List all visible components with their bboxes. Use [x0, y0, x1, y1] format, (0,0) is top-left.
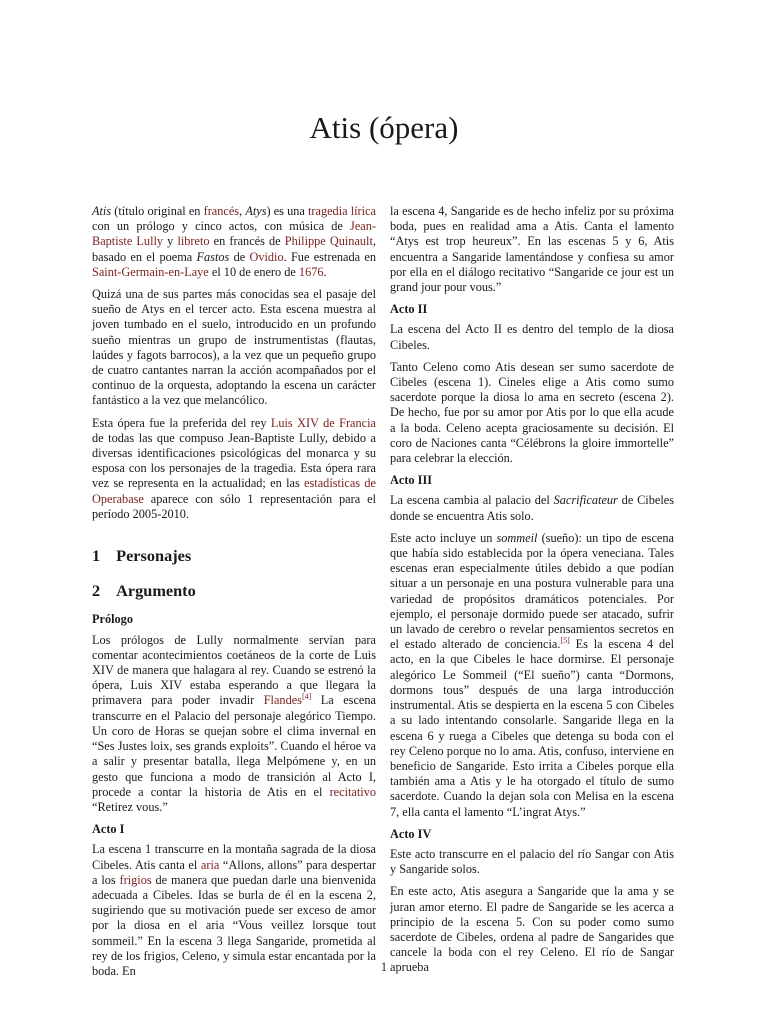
paragraph-acto-iv-1: Este acto transcurre en el palacio del río Sangar con Atis y Sangaride solos. [390, 846, 674, 877]
link-aria[interactable]: aria [200, 857, 220, 872]
section-heading-argumento [92, 581, 376, 601]
paragraph-acto-iii-1: La escena cambia al palacio del Sacrificateur de Cibeles donde se encuentra Atis solo. [390, 493, 674, 523]
left-column [92, 204, 376, 986]
paragraph-acto-ii-1: La escena del Acto II es dentro del templo de la diosa Cibeles. [390, 322, 674, 352]
link-1676[interactable]: 1676 [298, 264, 324, 279]
link-tragedia-lirica[interactable]: tragedia lírica [307, 204, 376, 218]
section-number: 2 [92, 581, 101, 601]
page-title: Atis (ópera) [309, 110, 459, 145]
link-recitativo[interactable]: recitativo [329, 784, 376, 799]
link-frigios[interactable]: frigios [119, 872, 152, 887]
paragraph-acto-i: La escena 1 transcurre en la montaña sagrada de la diosa Cibeles. Atis canta el aria “Allons, allons” para despertar a los frigios de manera que puedan darle una bienvenida adecuada a Cibeles. Idas se burla de él en la escena 2, sugiriendo que su motivación puede ser exceso de amor por la diosa en el aria “Vous veillez lorsque tout sommeil.” En la escena 3 llega Sangaride, prometida al rey de los frigios, Celeno, y simula estar encantada por la boda. En [92, 842, 376, 978]
subheading-prologo: Prólogo [92, 612, 133, 627]
reference-4[interactable]: [4] [301, 692, 312, 702]
link-ovidio[interactable]: Ovidio [249, 249, 284, 264]
link-flandes[interactable]: Flandes [263, 693, 302, 708]
link-saint-germain[interactable]: Saint-Germain-en-Laye [92, 264, 209, 279]
link-luis-xiv[interactable]: Luis XIV de Francia [270, 415, 376, 430]
section-heading-personajes [92, 546, 376, 566]
paragraph-acto-i-continued: la escena 4, Sangaride es de hecho infeliz por su próxima boda, pues en realidad ama a Atis. Canta el lamento “Atys est trop heureux”. En las escenas 5 y 6, Atis encuentra a Sangaride lamentándose y confiesa su amor por ella en el diálogo recitativo “Sangaride ce jour est un grand jour pour vous.” [390, 204, 674, 295]
right-column [390, 204, 674, 983]
paragraph-acto-iv-2: En este acto, Atis asegura a Sangaride que la ama y se juran amor eterno. El padre de Sangaride se les acerca a principio de la escena 5. Con su poder como sumo sacerdote de Cibeles, ordena al padre de Sangarides que cancele la boda con el rey Celeno. El río de Sangar aprueba [390, 884, 674, 975]
page-number: 1 [380, 960, 388, 974]
subheading-acto-ii: Acto II [390, 302, 428, 317]
link-lully[interactable]: Jean-Baptiste Lully [92, 219, 376, 249]
section-label: Argumento [116, 581, 196, 601]
link-estadisticas-operabase[interactable]: estadísticas de Operabase [92, 476, 376, 506]
title-italic: Atis [92, 204, 112, 218]
paragraph-prologo: Los prólogos de Lully normalmente servían para comentar acontecimientos coetáneos de la corte de Luis XIV de manera que halagara al rey. Cuando se estrenó la ópera, Luis XIV estaba esperando a que llegara la primavera para poder invadir Flandes[4] La escena transcurre en el Palacio del personaje alegórico Tiempo. Un coro de Horas se quejan sobre el clima invernal en “Ses Justes loix, ses grands exploits”. Cuando el héroe va a salir y presentar batalla, llega Melpómene y, en un gesto que funciona a modo de transición al Acto I, procede a contar la historia de Atis en el recitativo “Retirez vous.” [92, 632, 376, 814]
paragraph-acto-ii-2: Tanto Celeno como Atis desean ser sumo sacerdote de Cibeles (escena 1). Cineles elige a Atis como sumo sacerdote porque la diosa lo ama en secreto (escena 2). De hecho, fue por su amor por Atis por lo que ella acude a la boda. Celeno acepta graciosamente su decisión. El coro de Naciones canta “Célébrons la gloire immortelle” para celebrar la elección. [390, 359, 674, 466]
section-label: Personajes [116, 546, 192, 566]
paragraph-sueno: Quizá una de sus partes más conocidas sea el pasaje del sueño de Atys en el tercer acto. Esta escena muestra al joven tumbado en el suelo, introducido en un profundo sueño mientras un grupo de instrumentistas (flautas, laúdes y fagots barrocos), a la vez que un pequeño grupo de cuatro cantantes narran la acción acompañados por el continuo de la orquesta, adoptando la escena un carácter fantástico a la vez que melancólico. [92, 287, 376, 408]
subheading-acto-iii: Acto III [390, 473, 433, 488]
paragraph-luis-xiv: Esta ópera fue la preferida del rey Luis XIV de Francia de todas las que compuso Jean-Baptiste Lully, debido a diversas identificaciones psicológicas del monarca y su esposa con los personajes de la tragedia. Esta ópera rara vez se representa en la actualidad; en las estadísticas de Operabase aparece con sólo 1 representación para el período 2005-2010. [92, 415, 376, 521]
intro-paragraph: Atis (título original en francés, Atys) es una tragedia lírica con un prólogo y cinco actos, con música de Jean-Baptiste Lully y libreto en francés de Philippe Quinault, basado en el poema Fastos de Ovidio. Fue estrenada en Saint-Germain-en-Laye el 10 de enero de 1676. [92, 204, 376, 279]
subheading-acto-i: Acto I [92, 822, 125, 837]
link-libreto[interactable]: libreto [177, 234, 210, 249]
link-frances[interactable]: francés [203, 204, 240, 218]
section-number: 1 [92, 546, 101, 566]
reference-5[interactable]: [5] [560, 636, 570, 646]
paragraph-acto-iii-2: Este acto incluye un sommeil (sueño): un tipo de escena que había sido establecida por la ópera veneciana. Tales escenas eran especialmente útiles debido a que podían situar a un personaje en una postura vulnerable para una variedad de propósitos dramáticos potenciales. Por ejemplo, el personaje dormido puede ser atacado, sufrir un lavado de cerebro o revelar pensamientos secretos en el estado alterado de conciencia.[5] Es la escena 4 del acto, en la que Cibeles le hace dormirse. El personaje alegórico Le Sommeil (“El sueño”) canta “Dormons, dormons tous” después de una larga introducción instrumental. Atis se despierta en la escena 5 con Cibeles a su lado intentando consolarle. Sangaride llega en la escena 6 y ruega a Cibeles que detenga su boda con el rey Celeno porque no lo ama. Atis, confuso, interviene en beneficio de Sangaride. Esto irrita a Cibeles porque ella también ama a Atis y le ha otorgado el título de sumo sacerdote. Cuando la dejan sola con Melisa en la escena 7, ella canta el lamento “L’ingrat Atys.” [390, 530, 674, 819]
subheading-acto-iv: Acto IV [390, 826, 432, 841]
link-quinault[interactable]: Philippe Quinault [284, 234, 373, 249]
